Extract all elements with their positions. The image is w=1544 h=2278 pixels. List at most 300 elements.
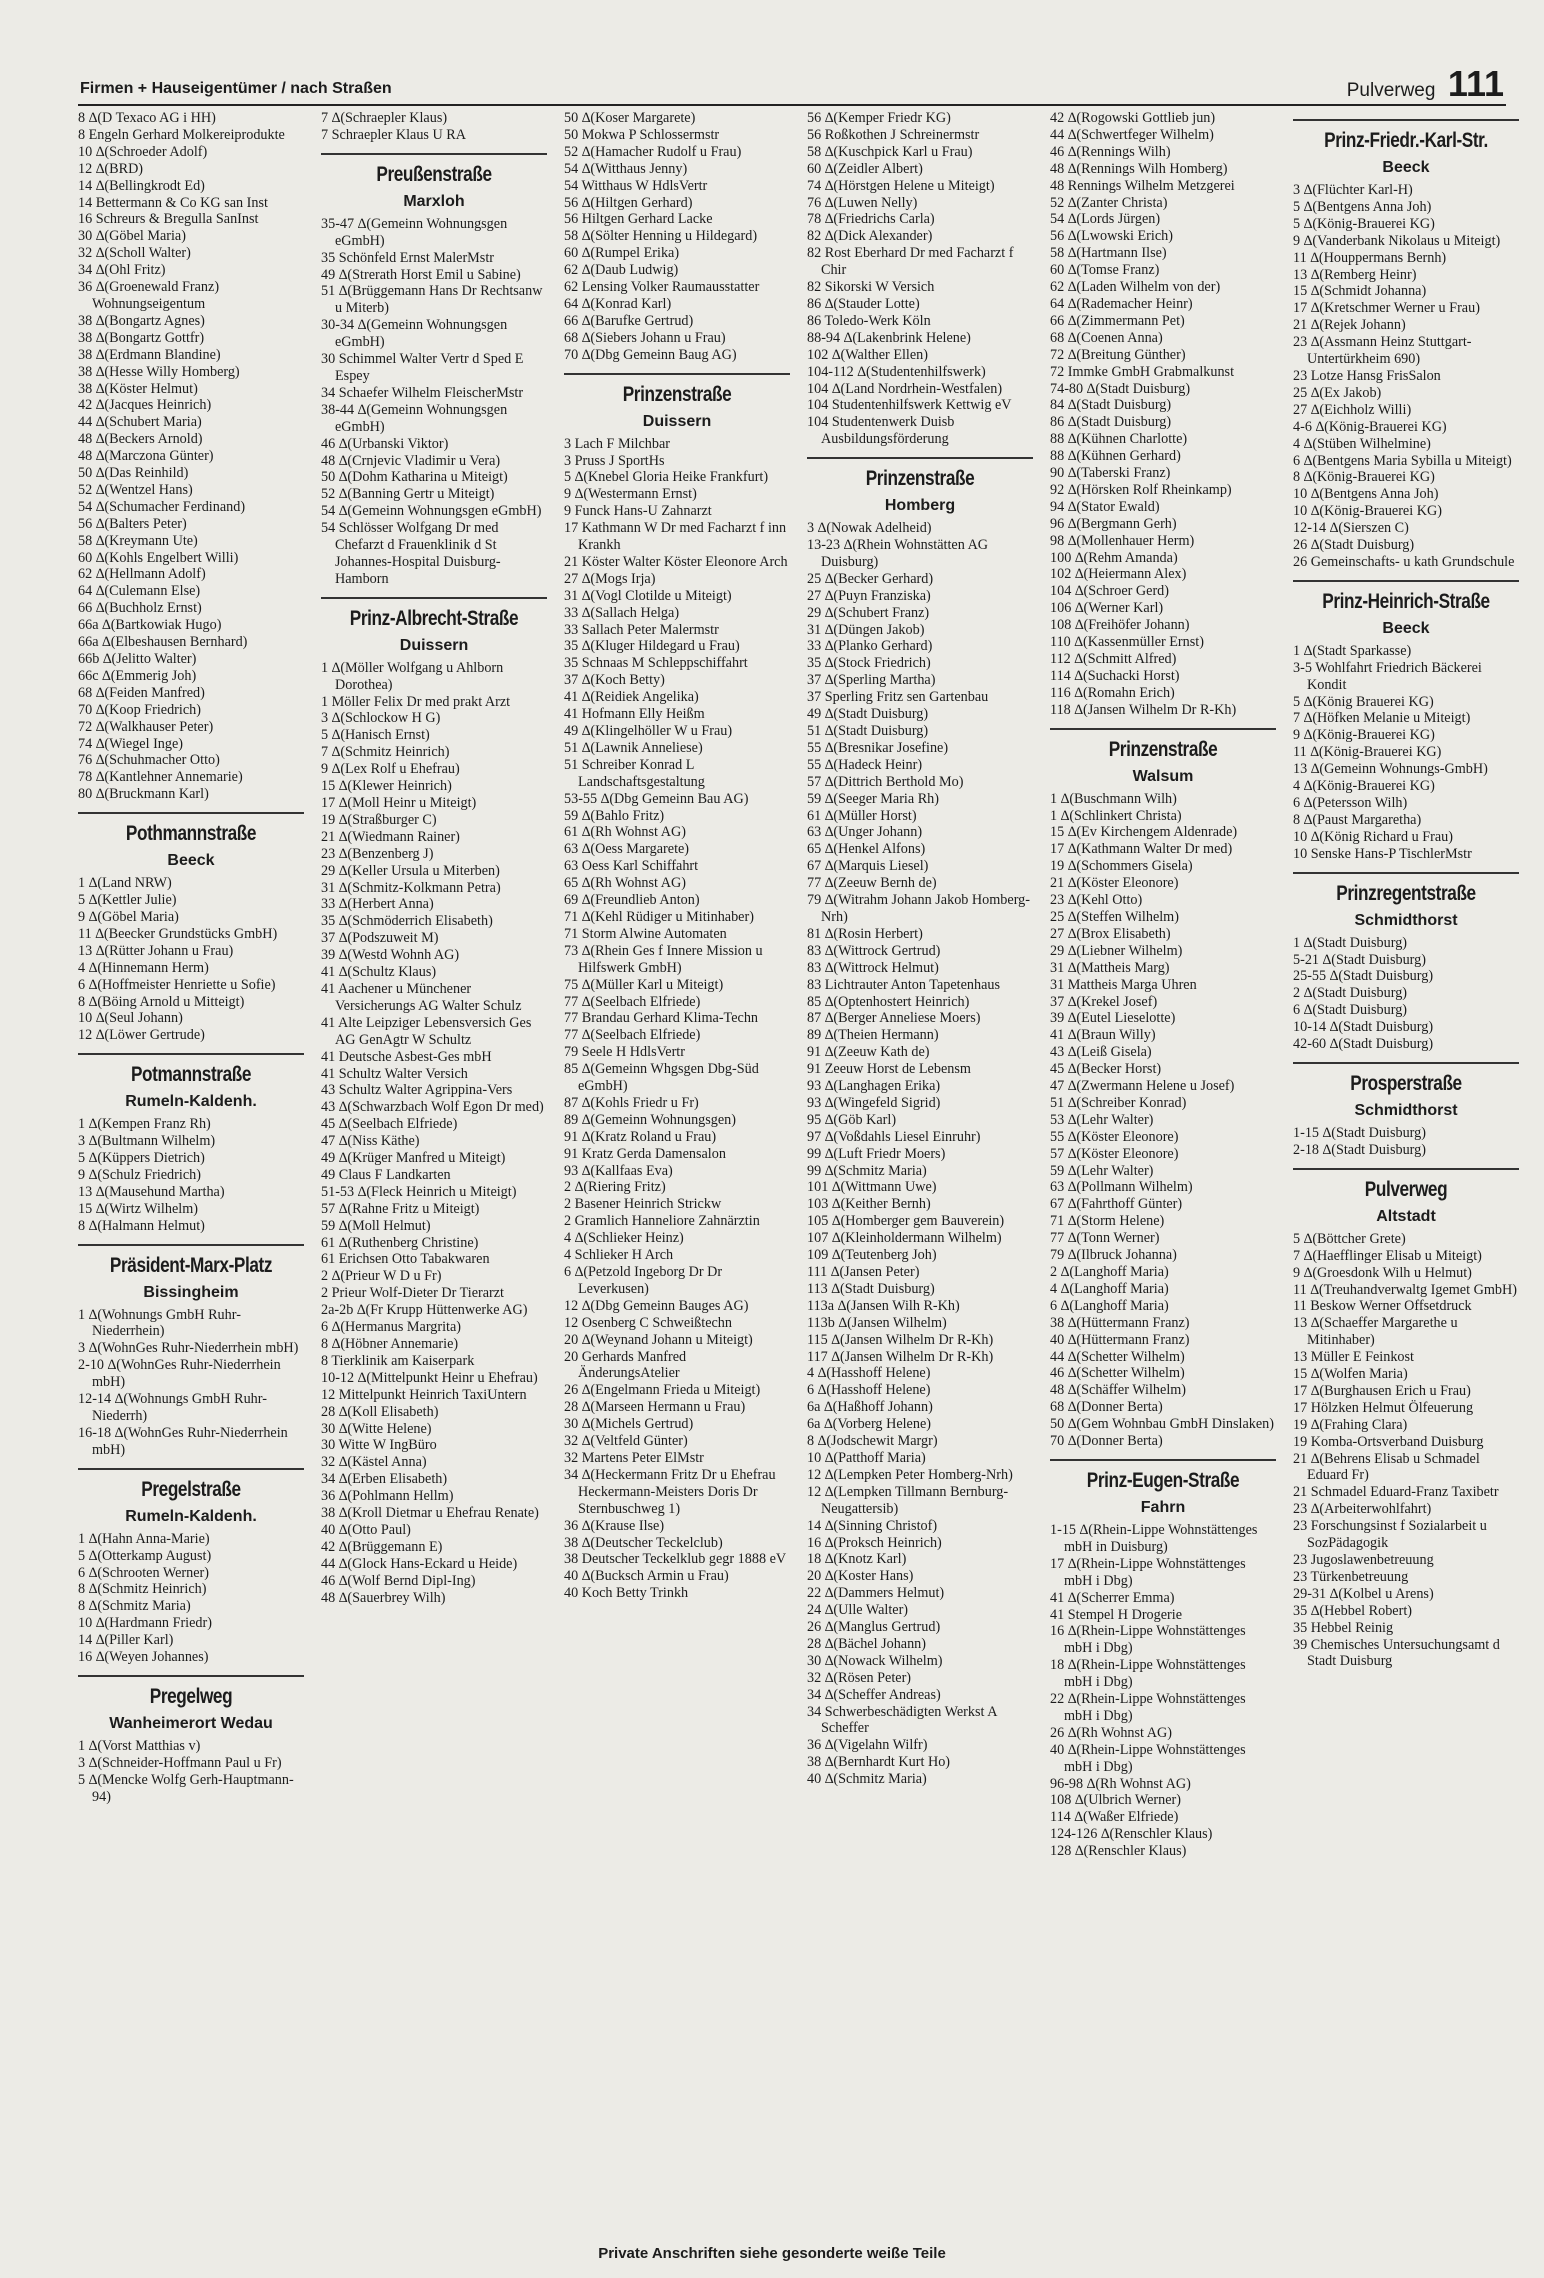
directory-entry: 1 ∆(Wohnungs GmbH Ruhr-Niederrhein) <box>78 1306 241 1340</box>
directory-entry: 15 ∆(Schmidt Johanna) <box>1293 283 1427 300</box>
directory-entry: 38 ∆(Bernhardt Kurt Ho) <box>807 1754 951 1771</box>
directory-entry: 65 ∆(Henkel Alfons) <box>807 841 926 858</box>
district-name: Bissingheim <box>143 1283 239 1301</box>
directory-entry: 114 ∆(Waßer Elfriede) <box>1050 1809 1179 1826</box>
directory-entry: 63 ∆(Unger Johann) <box>807 824 923 841</box>
directory-entry: 17 ∆(Rhein-Lippe Wohnstättenges mbH i Dbg) <box>1050 1555 1246 1589</box>
directory-entry: 48 ∆(Crnjevic Vladimir u Vera) <box>321 452 501 469</box>
directory-entry: 5 ∆(Bentgens Anna Joh) <box>1293 198 1432 215</box>
directory-entry: 3 Pruss J SportHs <box>564 452 665 469</box>
directory-entry: 36 ∆(Krause Ilse) <box>564 1517 665 1534</box>
directory-entry: 68 ∆(Siebers Johann u Frau) <box>564 329 726 346</box>
directory-entry: 56 ∆(Kemper Friedr KG) <box>807 110 951 126</box>
directory-entry: 78 ∆(Kantlehner Annemarie) <box>78 769 243 786</box>
directory-entry: 6 ∆(Schrooten Werner) <box>78 1564 209 1581</box>
directory-entry: 56 ∆(Lwowski Erich) <box>1050 228 1173 245</box>
directory-entry: 27 ∆(Puyn Franziska) <box>807 587 931 604</box>
directory-entry: 71 ∆(Storm Helene) <box>1050 1213 1165 1230</box>
directory-entry: 5 ∆(Knebel Gloria Heike Frankfurt) <box>564 469 769 486</box>
directory-entry: 11 ∆(König-Brauerei KG) <box>1293 744 1442 761</box>
directory-entry: 2 Prieur Wolf-Dieter Dr Tierarzt <box>321 1285 504 1302</box>
footer-note: Private Anschriften siehe gesonderte weiße Teile <box>598 2245 946 2262</box>
directory-entry: 89 ∆(Theien Hermann) <box>807 1027 939 1044</box>
directory-entry: 72 Immke GmbH Grabmalkunst <box>1050 363 1235 380</box>
directory-entry: 105 ∆(Homberger gem Bauverein) <box>807 1213 1005 1230</box>
directory-entry: 30 ∆(Nowack Wilhelm) <box>807 1652 943 1669</box>
directory-entry: 44 ∆(Schubert Maria) <box>78 414 202 431</box>
directory-entry: 5-21 ∆(Stadt Duisburg) <box>1293 951 1426 968</box>
directory-column-4 <box>807 110 1033 2245</box>
directory-entry: 49 Claus F Landkarten <box>321 1166 451 1183</box>
directory-entry: 12 Osenberg C Schweißtechn <box>564 1314 732 1331</box>
directory-entry: 2 ∆(Prieur W D u Fr) <box>321 1268 442 1285</box>
directory-entry: 4-6 ∆(König-Brauerei KG) <box>1293 418 1447 435</box>
district-name: Wanheimerort Wedau <box>109 1714 273 1732</box>
directory-entry: 17 Kathmann W Dr med Facharzt f inn Krankh <box>564 520 787 554</box>
directory-entry: 11 ∆(Treuhandverwaltg Igemet GmbH) <box>1293 1281 1517 1298</box>
directory-entry: 29 ∆(Keller Ursula u Miterben) <box>321 862 500 879</box>
directory-entry: 20 ∆(Weynand Johann u Miteigt) <box>564 1331 753 1348</box>
directory-entry: 9 ∆(Göbel Maria) <box>78 908 179 925</box>
directory-entry: 44 ∆(Schetter Wilhelm) <box>1050 1348 1185 1365</box>
directory-entry: 16 Schreurs & Bregulla SanInst <box>78 211 259 228</box>
directory-entry: 57 ∆(Dittrich Berthold Mo) <box>807 773 964 790</box>
directory-entry: 8 ∆(Paust Margaretha) <box>1293 811 1422 828</box>
street-heading-box <box>1050 1459 1276 1493</box>
directory-entry: 54 ∆(Witthaus Jenny) <box>564 160 688 177</box>
directory-entry: 11 Beskow Werner Offsetdruck <box>1293 1298 1472 1315</box>
directory-entry: 72 ∆(Walkhauser Peter) <box>78 718 214 735</box>
directory-entry: 50 ∆(Dohm Katharina u Miteigt) <box>321 469 508 486</box>
directory-entry: 98 ∆(Mollenhauer Herm) <box>1050 532 1195 549</box>
district-name: Walsum <box>1132 767 1194 785</box>
street-heading: Prinz-Heinrich-Straße <box>1322 589 1490 613</box>
directory-entry: 1-15 ∆(Stadt Duisburg) <box>1293 1124 1426 1141</box>
directory-entry: 21 ∆(Rejek Johann) <box>1293 317 1406 334</box>
directory-entry: 77 ∆(Seelbach Elfriede) <box>564 993 701 1010</box>
directory-entry: 86 Toledo-Werk Köln <box>807 312 931 329</box>
street-heading: Prosperstraße <box>1350 1071 1462 1095</box>
street-heading: Preußenstraße <box>376 162 492 186</box>
directory-entry: 25 ∆(Becker Gerhard) <box>807 570 934 587</box>
directory-entry: 27 ∆(Eichholz Willi) <box>1293 401 1412 418</box>
directory-entry: 41 Alte Leipziger Lebensversich Ges AG GenAgtr W Schultz <box>321 1014 532 1048</box>
street-heading: Prinzenstraße <box>1108 737 1218 761</box>
directory-entry: 8 ∆(Böing Arnold u Mitteigt) <box>78 993 245 1010</box>
directory-entry: 48 ∆(Beckers Arnold) <box>78 431 203 448</box>
directory-entry: 38 ∆(Bongartz Agnes) <box>78 312 205 329</box>
directory-entry: 34 ∆(Ohl Fritz) <box>78 262 166 279</box>
directory-entry: 88-94 ∆(Lakenbrink Helene) <box>807 329 971 346</box>
directory-entry: 42-60 ∆(Stadt Duisburg) <box>1293 1036 1434 1053</box>
directory-entry: 84 ∆(Stadt Duisburg) <box>1050 397 1172 414</box>
directory-entry: 58 ∆(Kuschpick Karl u Frau) <box>807 143 973 160</box>
directory-entry: 5 ∆(Küppers Dietrich) <box>78 1150 205 1167</box>
directory-entry: 28 ∆(Bächel Johann) <box>807 1635 926 1652</box>
directory-entry: 40 Koch Betty Trinkh <box>564 1585 689 1602</box>
directory-entry: 48 Rennings Wilhelm Metzgerei <box>1050 177 1235 194</box>
directory-entry: 33 ∆(Herbert Anna) <box>321 896 434 913</box>
directory-entry: 59 ∆(Bahlo Fritz) <box>564 807 665 824</box>
directory-entry: 66 ∆(Buchholz Ernst) <box>78 600 202 617</box>
directory-entry: 5 ∆(Otterkamp August) <box>78 1547 212 1564</box>
directory-entry: 3 Lach F Milchbar <box>564 435 670 452</box>
directory-entry: 2 Basener Heinrich Strickw <box>564 1196 722 1213</box>
directory-entry: 9 ∆(König-Brauerei KG) <box>1293 727 1435 744</box>
directory-entry: 23 ∆(Benzenberg J) <box>321 845 434 862</box>
directory-entry: 91 ∆(Kratz Roland u Frau) <box>564 1128 717 1145</box>
directory-entry: 72 ∆(Breitung Günther) <box>1050 346 1186 363</box>
directory-entry: 41 Schultz Walter Versich <box>321 1065 468 1082</box>
street-heading-box <box>1293 580 1519 614</box>
directory-entry: 1-15 ∆(Rhein-Lippe Wohnstättenges mbH in Duisburg) <box>1050 1521 1258 1555</box>
street-heading-box <box>78 812 304 846</box>
directory-entry: 34 Schaefer Wilhelm FleischerMstr <box>321 384 524 401</box>
directory-entry: 41 ∆(Reidiek Angelika) <box>564 689 699 706</box>
directory-entry: 110 ∆(Kassenmüller Ernst) <box>1050 634 1204 651</box>
directory-entry: 108 ∆(Freihöfer Johann) <box>1050 617 1190 634</box>
directory-entry: 38-44 ∆(Gemeinn Wohnungsgen eGmbH) <box>321 401 508 435</box>
directory-entry: 83 Lichtrauter Anton Tapetenhaus <box>807 976 1000 993</box>
district-name: Beeck <box>1382 619 1430 637</box>
directory-entry: 52 ∆(Zanter Christa) <box>1050 194 1168 211</box>
directory-entry: 2-18 ∆(Stadt Duisburg) <box>1293 1141 1426 1158</box>
directory-entry: 89 ∆(Gemeinn Wohnungsgen) <box>564 1111 736 1128</box>
directory-entry: 4 ∆(König-Brauerei KG) <box>1293 778 1435 795</box>
directory-entry: 3 ∆(Nowak Adelheid) <box>807 520 932 537</box>
directory-entry: 31 ∆(Mattheis Marg) <box>1050 959 1170 976</box>
directory-entry: 2 ∆(Riering Fritz) <box>564 1179 666 1196</box>
directory-entry: 10 ∆(Bentgens Anna Joh) <box>1293 486 1439 503</box>
directory-entry: 10 Senske Hans-P TischlerMstr <box>1293 845 1472 862</box>
directory-entry: 23 ∆(Kehl Otto) <box>1050 892 1143 909</box>
directory-entry: 117 ∆(Jansen Wilhelm Dr R-Kh) <box>807 1348 994 1365</box>
directory-entry: 108 ∆(Ulbrich Werner) <box>1050 1792 1181 1809</box>
directory-entry: 30 Schimmel Walter Vertr d Sped E Espey <box>321 351 524 384</box>
directory-entry: 74 ∆(Hörstgen Helene u Miteigt) <box>807 177 995 194</box>
directory-entry: 5 ∆(Mencke Wolfg Gerh-Hauptmann-94) <box>78 1771 294 1805</box>
directory-entry: 26 Gemeinschafts- u kath Grundschule <box>1293 553 1515 570</box>
directory-entry: 6 ∆(Langhoff Maria) <box>1050 1297 1169 1314</box>
directory-entry: 1 ∆(Schlinkert Christa) <box>1050 807 1182 824</box>
directory-entry: 77 ∆(Seelbach Elfriede) <box>564 1027 701 1044</box>
directory-entry: 66b ∆(Jelitto Walter) <box>78 651 197 667</box>
directory-entry: 32 ∆(Scholl Walter) <box>78 245 191 262</box>
directory-entry: 41 Aachener u Münchener Versicherungs AG Walter Schulz <box>321 980 522 1014</box>
directory-entry: 20 ∆(Koster Hans) <box>807 1568 914 1585</box>
directory-entry: 22 ∆(Rhein-Lippe Wohnstättenges mbH i Dbg) <box>1050 1691 1246 1724</box>
directory-entry: 40 ∆(Schmitz Maria) <box>807 1771 927 1788</box>
street-heading: Prinz-Albrecht-Straße <box>349 606 519 630</box>
directory-entry: 61 ∆(Rh Wohnst AG) <box>564 824 686 841</box>
directory-entry: 43 ∆(Leiß Gisela) <box>1050 1044 1152 1061</box>
directory-entry: 6a ∆(Haßhoff Johann) <box>807 1399 933 1416</box>
directory-entry: 68 ∆(Coenen Anna) <box>1050 329 1163 346</box>
directory-entry: 96 ∆(Bergmann Gerh) <box>1050 515 1177 532</box>
directory-entry: 3 ∆(Schlockow H G) <box>321 710 441 727</box>
directory-entry: 26 ∆(Engelmann Frieda u Miteigt) <box>564 1382 761 1399</box>
street-heading: Pregelweg <box>149 1684 233 1708</box>
directory-entry: 25 ∆(Ex Jakob) <box>1293 384 1382 401</box>
directory-entry: 91 Zeeuw Horst de Lebensm <box>807 1061 971 1078</box>
directory-entry: 77 ∆(Zeeuw Bernh de) <box>807 875 937 892</box>
page-number: 111 <box>1447 63 1504 104</box>
directory-entry: 8 ∆(Schmitz Heinrich) <box>78 1581 207 1598</box>
directory-entry: 27 ∆(Mogs Irja) <box>564 570 656 587</box>
district-name: Beeck <box>167 852 215 870</box>
directory-entry: 87 ∆(Kohls Friedr u Fr) <box>564 1094 699 1111</box>
directory-entry: 128 ∆(Renschler Klaus) <box>1050 1843 1187 1860</box>
directory-entry: 4 ∆(Stüben Wilhelmine) <box>1293 435 1431 452</box>
directory-entry: 6 ∆(Stadt Duisburg) <box>1293 1002 1408 1019</box>
directory-entry: 29-31 ∆(Kolbel u Arens) <box>1293 1585 1434 1602</box>
street-heading: Pothmannstraße <box>125 822 257 846</box>
directory-entry: 25-55 ∆(Stadt Duisburg) <box>1293 968 1434 985</box>
directory-entry: 38 ∆(Hüttermann Franz) <box>1050 1314 1190 1331</box>
directory-entry: 58 ∆(Kreymann Ute) <box>78 532 198 549</box>
directory-entry: 67 ∆(Fahrthoff Günter) <box>1050 1196 1183 1213</box>
directory-entry: 64 ∆(Culemann Else) <box>78 583 201 600</box>
directory-entry: 70 ∆(Koop Friedrich) <box>78 701 201 718</box>
directory-entry: 19 ∆(Frahing Clara) <box>1293 1416 1408 1433</box>
directory-entry: 3 ∆(WohnGes Ruhr-Niederrhein mbH) <box>78 1340 299 1357</box>
directory-entry: 17 Hölzken Helmut Ölfeuerung <box>1293 1399 1474 1416</box>
directory-entry: 42 ∆(Rogowski Gottlieb jun) <box>1050 110 1216 126</box>
directory-entry: 55 ∆(Köster Eleonore) <box>1050 1128 1179 1145</box>
directory-entry: 26 ∆(Rh Wohnst AG) <box>1050 1724 1172 1741</box>
directory-entry: 66a ∆(Elbeshausen Bernhard) <box>78 634 248 651</box>
directory-entry: 51 ∆(Stadt Duisburg) <box>807 723 929 739</box>
directory-entry: 5 ∆(Hanisch Ernst) <box>321 727 430 744</box>
directory-entry: 93 ∆(Langhagen Erika) <box>807 1078 941 1095</box>
directory-entry: 21 Köster Walter Köster Eleonore Arch <box>564 553 788 570</box>
directory-entry: 63 Oess Karl Schiffahrt <box>564 858 699 875</box>
directory-entry: 41 Hofmann Elly Heißm <box>564 706 705 723</box>
directory-entry: 41 Stempel H Drogerie <box>1050 1606 1182 1623</box>
directory-entry: 32 ∆(Kästel Anna) <box>321 1454 427 1471</box>
directory-entry: 114 ∆(Suchacki Horst) <box>1050 667 1180 684</box>
directory-entry: 71 Storm Alwine Automaten <box>564 925 727 942</box>
district-name: Rumeln-Kaldenh. <box>125 1093 257 1111</box>
directory-entry: 17 ∆(Moll Heinr u Miteigt) <box>321 795 477 811</box>
directory-entry: 93 ∆(Kallfaas Eva) <box>564 1162 673 1179</box>
directory-entry: 80 ∆(Bruckmann Karl) <box>78 786 209 803</box>
directory-entry: 53 ∆(Lehr Walter) <box>1050 1111 1154 1128</box>
directory-entry: 77 ∆(Tonn Werner) <box>1050 1230 1160 1247</box>
directory-entry: 16 ∆(Rhein-Lippe Wohnstättenges mbH i Dbg) <box>1050 1623 1246 1657</box>
directory-entry: 32 Martens Peter ElMstr <box>564 1449 704 1466</box>
directory-entry: 1 ∆(Land NRW) <box>78 875 172 892</box>
directory-entry: 42 ∆(Jacques Heinrich) <box>78 397 212 414</box>
directory-entry: 19 ∆(Schommers Gisela) <box>1050 858 1193 875</box>
directory-entry: 59 ∆(Lehr Walter) <box>1050 1162 1154 1179</box>
directory-entry: 1 ∆(Möller Wolfgang u Ahlborn Dorothea) <box>321 659 504 693</box>
street-heading: Potmannstraße <box>130 1063 252 1087</box>
directory-entry: 29 ∆(Schubert Franz) <box>807 604 930 621</box>
directory-entry: 101 ∆(Wittmann Uwe) <box>807 1179 937 1196</box>
directory-entry: 21 Schmadel Eduard-Franz Taxibetr <box>1293 1484 1499 1501</box>
directory-entry: 65 ∆(Rh Wohnst AG) <box>564 875 686 892</box>
directory-entry: 25 ∆(Steffen Wilhelm) <box>1050 908 1179 925</box>
directory-entry: 43 Schultz Walter Agrippina-Vers <box>321 1082 513 1099</box>
directory-entry: 22 ∆(Dammers Helmut) <box>807 1585 945 1602</box>
directory-entry: 14 ∆(Bellingkrodt Ed) <box>78 177 205 194</box>
street-heading-box <box>1293 1062 1519 1096</box>
directory-entry: 14 ∆(Sinning Christof) <box>807 1517 938 1534</box>
directory-entry: 54 ∆(Gemeinn Wohnungsgen eGmbH) <box>321 503 542 520</box>
directory-entry: 97 ∆(Voßdahls Liesel Einruhr) <box>807 1128 981 1145</box>
directory-entry: 85 ∆(Gemeinn Whgsgen Dbg-Süd eGmbH) <box>564 1061 759 1095</box>
directory-entry: 18 ∆(Knotz Karl) <box>807 1551 907 1568</box>
directory-entry: 13 ∆(Schaeffer Margarethe u Mitinhaber) <box>1293 1315 1458 1349</box>
directory-entry: 1 ∆(Kempen Franz Rh) <box>78 1116 211 1133</box>
directory-entry: 74 ∆(Wiegel Inge) <box>78 735 184 752</box>
directory-entry: 52 ∆(Wentzel Hans) <box>78 481 193 498</box>
header-right <box>1346 63 1504 104</box>
directory-entry: 4 ∆(Langhoff Maria) <box>1050 1280 1169 1297</box>
directory-entry: 36 ∆(Vigelahn Wilfr) <box>807 1737 928 1754</box>
directory-entry: 52 ∆(Hamacher Rudolf u Frau) <box>564 143 742 160</box>
directory-entry: 64 ∆(Rademacher Heinr) <box>1050 295 1193 312</box>
directory-entry: 13 ∆(Remberg Heinr) <box>1293 266 1417 283</box>
street-heading-box <box>1293 119 1519 153</box>
directory-entry: 19 ∆(Straßburger C) <box>321 811 437 828</box>
street-heading-box <box>807 457 1033 491</box>
directory-entry: 17 ∆(Burghausen Erich u Frau) <box>1293 1382 1471 1399</box>
directory-entry: 34 ∆(Heckermann Fritz Dr u Ehefrau Heckermann-Meisters Doris Dr Sternbuschweg 1) <box>564 1466 776 1517</box>
directory-entry: 74-80 ∆(Stadt Duisburg) <box>1050 380 1191 397</box>
directory-entry: 95 ∆(Göb Karl) <box>807 1111 897 1128</box>
directory-entry: 70 ∆(Dbg Gemeinn Baug AG) <box>564 346 737 363</box>
directory-entry: 33 ∆(Planko Gerhard) <box>807 638 933 655</box>
directory-entry: 4 ∆(Schlieker Heinz) <box>564 1230 684 1247</box>
directory-entry: 124-126 ∆(Renschler Klaus) <box>1050 1826 1213 1843</box>
directory-entry: 31 Mattheis Marga Uhren <box>1050 976 1197 993</box>
directory-entry: 104-112 ∆(Studentenhilfswerk) <box>807 363 986 380</box>
directory-entry: 36 ∆(Groenewald Franz) Wohnungseigentum <box>78 279 220 312</box>
directory-entry: 10 ∆(König Richard u Frau) <box>1293 828 1453 845</box>
directory-entry: 1 ∆(Stadt Sparkasse) <box>1293 642 1412 659</box>
street-heading-box <box>564 373 790 407</box>
directory-entry: 30 ∆(Michels Gertrud) <box>564 1416 694 1433</box>
directory-entry: 54 Schlösser Wolfgang Dr med Chefarzt d Frauenklinik d St Johannes-Hospital Duisburg-Hamborn <box>321 520 501 587</box>
directory-entry: 86 ∆(Stadt Duisburg) <box>1050 414 1172 431</box>
directory-entry: 35-47 ∆(Gemeinn Wohnungsgen eGmbH) <box>321 215 508 249</box>
directory-entry: 53-55 ∆(Dbg Gemeinn Bau AG) <box>564 790 749 807</box>
directory-entry: 20 Gerhards Manfred ÄnderungsAtelier <box>564 1348 687 1382</box>
directory-entry: 44 ∆(Schwertfeger Wilhelm) <box>1050 126 1214 143</box>
directory-entry: 79 Seele H HdlsVertr <box>564 1044 685 1061</box>
directory-entry: 40 ∆(Otto Paul) <box>321 1521 411 1538</box>
directory-entry: 8 ∆(König-Brauerei KG) <box>1293 469 1435 486</box>
directory-entry: 62 ∆(Hellmann Adolf) <box>78 566 206 583</box>
directory-entry: 6 ∆(Bentgens Maria Sybilla u Miteigt) <box>1293 452 1512 469</box>
directory-entry: 23 Jugoslawenbetreuung <box>1293 1552 1434 1568</box>
directory-entry: 23 Forschungsinst f Sozialarbeit u SozPädagogik <box>1293 1518 1487 1552</box>
directory-entry: 12 ∆(Dbg Gemeinn Bauges AG) <box>564 1297 749 1314</box>
directory-entry: 44 ∆(Glock Hans-Eckard u Heide) <box>321 1555 518 1572</box>
directory-entry: 47 ∆(Zwermann Helene u Josef) <box>1050 1078 1235 1095</box>
directory-entry: 58 ∆(Hartmann Ilse) <box>1050 245 1167 262</box>
directory-entry: 39 Chemisches Untersuchungsamt d Stadt Duisburg <box>1293 1636 1500 1670</box>
directory-entry: 79 ∆(Ilbruck Johanna) <box>1050 1247 1177 1264</box>
directory-entry: 48 ∆(Rennings Wilh Homberg) <box>1050 160 1228 177</box>
directory-entry: 94 ∆(Stator Ewald) <box>1050 498 1160 515</box>
directory-entry: 59 ∆(Moll Helmut) <box>321 1217 431 1234</box>
directory-entry: 6 ∆(Hoffmeister Henriette u Sofie) <box>78 976 276 993</box>
directory-entry: 40 ∆(Bucksch Armin u Frau) <box>564 1568 729 1585</box>
directory-entry: 3 ∆(Flüchter Karl-H) <box>1293 182 1413 198</box>
directory-entry: 91 ∆(Zeeuw Kath de) <box>807 1044 930 1061</box>
directory-entry: 113a ∆(Jansen Wilh R-Kh) <box>807 1297 960 1314</box>
directory-entry: 12 Mittelpunkt Heinrich TaxiUntern <box>321 1386 527 1403</box>
directory-entry: 31 ∆(Düngen Jakob) <box>807 621 925 638</box>
directory-entry: 78 ∆(Friedrichs Carla) <box>807 211 935 228</box>
directory-entry: 88 ∆(Kühnen Gerhard) <box>1050 448 1181 465</box>
street-heading-box <box>321 597 547 631</box>
directory-entry: 82 Sikorski W Versich <box>807 279 935 296</box>
directory-entry: 4 ∆(Hasshoff Helene) <box>807 1365 931 1382</box>
directory-entry: 13 ∆(Mausehund Martha) <box>78 1183 225 1200</box>
directory-entry: 37 ∆(Sperling Martha) <box>807 672 936 689</box>
directory-entry: 56 Hiltgen Gerhard Lacke <box>564 211 713 228</box>
street-heading-box <box>321 153 547 187</box>
directory-entry: 49 ∆(Stadt Duisburg) <box>807 706 929 723</box>
directory-entry: 8 Engeln Gerhard Molkereiprodukte <box>78 126 285 143</box>
directory-entry: 10 ∆(König-Brauerei KG) <box>1293 503 1442 520</box>
directory-entry: 49 ∆(Klingelhöller W u Frau) <box>564 723 733 739</box>
directory-entry: 52 ∆(Banning Gertr u Miteigt) <box>321 486 495 503</box>
street-heading-box <box>1050 728 1276 762</box>
directory-entry: 62 ∆(Daub Ludwig) <box>564 262 679 279</box>
street-heading: Prinz-Friedr.-Karl-Str. <box>1324 129 1488 152</box>
directory-entry: 54 ∆(Schumacher Ferdinand) <box>78 498 246 515</box>
directory-entry: 50 Mokwa P Schlossermstr <box>564 126 720 143</box>
directory-entry: 35 ∆(Schmöderrich Elisabeth) <box>321 913 493 930</box>
directory-entry: 12-14 ∆(Sierszen C) <box>1293 520 1409 537</box>
directory-entry: 9 ∆(Westermann Ernst) <box>564 486 697 503</box>
directory-entry: 21 ∆(Wiedmann Rainer) <box>321 828 460 845</box>
directory-entry: 1 Möller Felix Dr med prakt Arzt <box>321 693 511 710</box>
district-name: Altstadt <box>1376 1207 1436 1225</box>
directory-entry: 70 ∆(Donner Berta) <box>1050 1433 1163 1450</box>
directory-entry: 7 Schraepler Klaus U RA <box>321 126 466 143</box>
directory-entry: 15 ∆(Wolfen Maria) <box>1293 1366 1408 1383</box>
directory-entry: 2 Gramlich Hanneliore Zahnärztin <box>564 1213 760 1230</box>
street-heading: Prinzenstraße <box>622 382 732 406</box>
directory-entry: 35 ∆(Stock Friedrich) <box>807 655 931 672</box>
directory-entry: 12 ∆(Lempken Peter Homberg-Nrh) <box>807 1466 1013 1483</box>
directory-entry: 54 Witthaus W HdlsVertr <box>564 177 708 194</box>
directory-entry: 11 ∆(Beecker Grundstücks GmbH) <box>78 925 278 942</box>
directory-entry: 82 ∆(Dick Alexander) <box>807 228 933 245</box>
directory-entry: 9 ∆(Schulz Friedrich) <box>78 1166 201 1183</box>
directory-entry: 17 ∆(Kathmann Walter Dr med) <box>1050 841 1233 858</box>
directory-entry: 87 ∆(Berger Anneliese Moers) <box>807 1010 981 1027</box>
directory-entry: 61 Erichsen Otto Tabakwaren <box>321 1251 490 1268</box>
street-heading-box <box>1293 872 1519 906</box>
directory-entry: 49 ∆(Strerath Horst Emil u Sabine) <box>321 266 521 283</box>
directory-entry: 38 ∆(Köster Helmut) <box>78 380 198 397</box>
directory-entry: 83 ∆(Wittrock Helmut) <box>807 959 939 976</box>
directory-entry: 50 ∆(Koser Margarete) <box>564 110 696 126</box>
directory-entry: 1 ∆(Stadt Duisburg) <box>1293 934 1408 951</box>
directory-entry: 1 ∆(Vorst Matthias v) <box>78 1737 201 1754</box>
directory-entry: 1 ∆(Hahn Anna-Marie) <box>78 1530 210 1547</box>
district-name: Homberg <box>884 497 956 515</box>
district-name: Beeck <box>1382 159 1430 176</box>
directory-entry: 35 Schönfeld Ernst MalerMstr <box>321 249 494 266</box>
